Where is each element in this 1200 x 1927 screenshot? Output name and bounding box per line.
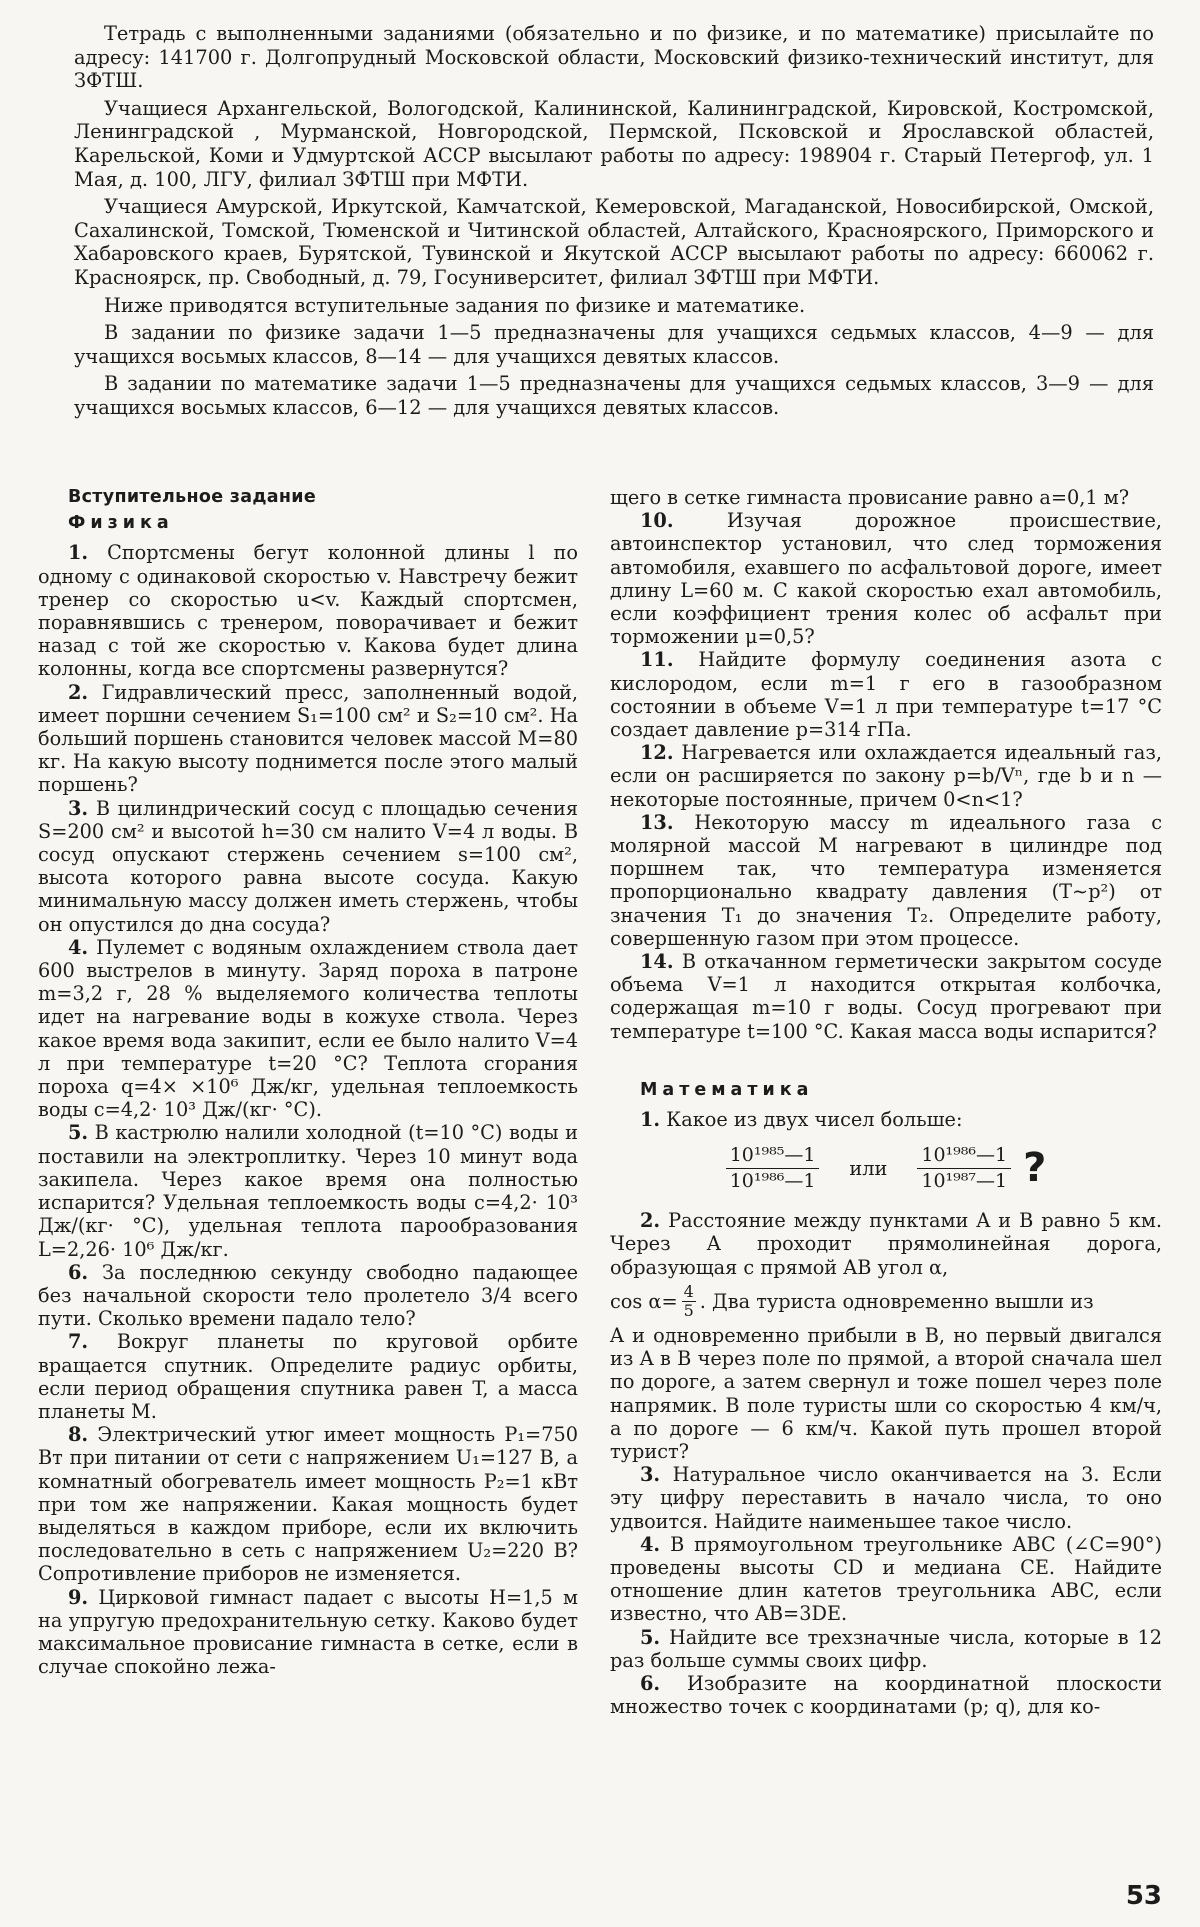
problem-number: 7.	[68, 1330, 89, 1354]
intro-paragraph: Тетрадь с выполненными заданиями (обязательно и по физике, и по математике) присылайте по адресу: 141700 г. Долгопрудный Московской области, Московский физико-технический институт, для ЗФТШ.	[74, 22, 1154, 93]
fraction-comparison	[610, 1137, 1162, 1199]
problem-number: 1.	[68, 541, 89, 565]
problem-number: 9.	[68, 1585, 89, 1609]
physics-problem	[38, 541, 578, 680]
problem-number: 6.	[68, 1260, 89, 1284]
problem-text: В цилиндрический сосуд с площадью сечения S=200 см² и высотой h=30 см налито V=4 л воды. В сосуд опускают стержень сечением s=100 см², высота которого равна высоте сосуда. Какую минимальную массу должен иметь стержень, чтобы он опустился до дна сосуда?	[38, 796, 578, 936]
problem-text: щего в сетке гимнаста провисание равно a=0,1 м?	[610, 486, 1130, 509]
problem-number: 1.	[640, 1108, 661, 1132]
problem-text: Гидравлический пресс, заполненный водой, имеет поршни сечением S₁=100 см² и S₂=10 см². На больший поршень становится человек массой M=80 кг. На какую высоту поднимется после этого малый поршень?	[38, 680, 578, 797]
intro-block	[74, 22, 1154, 424]
problem-text: Пулемет с водяным охлаждением ствола дает 600 выстрелов в минуту. Заряд пороха в патроне m=3,2 г, 28 % выделяемого количества теплоты идет на нагревание воды в кожухе ствола. Через какое время вода закипит, если ее было налито V=4 л при температуре t=20 °C? Теплота сгорания пороха q=4× ×10⁶ Дж/кг, удельная теплоемкость воды c=4,2· 10³ Дж/(кг· °C).	[38, 935, 578, 1122]
page-number: 53	[1125, 1881, 1162, 1911]
physics-problems-left	[38, 541, 578, 1678]
math-problem-5	[610, 1626, 1162, 1672]
problem-number: 14.	[640, 950, 674, 974]
intro-paragraph: В задании по физике задачи 1—5 предназначены для учащихся седьмых классов, 4—9 — для учащихся восьмых классов, 8—14 — для учащихся девятых классов.	[74, 321, 1154, 368]
problem-text: В кастрюлю налили холодной (t=10 °C) воды и поставили на электроплитку. Через 10 минут вода закипела. Через какое время она полностью испарится? Удельная теплоемкость воды c=4,2· 10³ Дж/(кг· °C), удельная теплота парообразования L=2,26· 10⁶ Дж/кг.	[38, 1121, 578, 1261]
physics-problem	[610, 741, 1162, 811]
physics-problem	[610, 648, 1162, 741]
problem-number: 13.	[640, 810, 674, 834]
problem-number: 4.	[68, 935, 89, 959]
problem-text: Расстояние между пунктами A и B равно 5 км. Через A проходит прямолинейная дорога, образующая с прямой AB угол α,	[610, 1209, 1162, 1279]
problem-number: 8.	[68, 1423, 89, 1447]
problem-number: 3.	[68, 796, 89, 820]
physics-problem	[38, 1330, 578, 1423]
problem-number: 2.	[68, 680, 89, 704]
math-title: Математика	[640, 1079, 814, 1100]
or-word: или	[849, 1156, 888, 1180]
section-title: Вступительное задание	[68, 487, 317, 507]
intro-paragraph: Ниже приводятся вступительные задания по физике и математике.	[104, 293, 806, 317]
problem-number: 4.	[640, 1532, 661, 1556]
math-problem-4	[610, 1533, 1162, 1626]
physics-problems-right	[610, 509, 1162, 1043]
math-problem-6	[610, 1672, 1162, 1718]
problem-text: Найдите формулу соединения азота с кислородом, если m=1 г его в газообразном состоянии в объеме V=1 л при температуре t=17 °C создает давление p=314 гПа.	[610, 648, 1162, 742]
problem-number: 5.	[640, 1625, 661, 1649]
problem-number: 2.	[640, 1209, 661, 1233]
problem-text: Нагревается или охлаждается идеальный газ, если он расширяется по закону p=b/Vⁿ, где b и n — некоторые постоянные, причем 0<n<1?	[610, 741, 1162, 811]
problem-number: 5.	[68, 1121, 89, 1145]
physics-problem-continued	[610, 486, 1162, 509]
cos-line	[610, 1283, 1162, 1320]
fraction-1-numerator: 10¹⁹⁸⁵—1	[726, 1144, 820, 1169]
problem-text: Найдите все трехзначные числа, которые в 12 раз больше суммы своих цифр.	[610, 1625, 1162, 1672]
physics-title: Физика	[68, 513, 174, 534]
problem-number: 3.	[640, 1463, 661, 1487]
physics-problem	[38, 681, 578, 797]
problem-text: Изучая дорожное происшествие, автоинспектор установил, что след торможения автомобиля, ехавшего по асфальтовой дороге, имеет длину L=60 м. С какой скоростью ехал автомобиль, если коэффициент трения колес об асфальт при торможении μ=0,5?	[610, 509, 1162, 649]
cos-numerator: 4	[683, 1281, 694, 1301]
problem-text: Некоторую массу m идеального газа с молярной массой M нагревают в цилиндре под поршнем так, что температура изменяется пропорционально квадрату давления (T∼p²) от значения T₁ до значения T₂. Определите работу, совершенную газом при этом процессе.	[610, 810, 1162, 950]
fraction-2-denominator: 10¹⁹⁸⁷—1	[921, 1169, 1008, 1192]
math-problem-1	[610, 1108, 1162, 1131]
problem-text: Вокруг планеты по круговой орбите вращается спутник. Определите радиус орбиты, если период обращения спутника равен T, а масса планеты M.	[38, 1330, 578, 1423]
physics-problem	[38, 1423, 578, 1585]
physics-problem	[38, 797, 578, 936]
fraction-2-numerator: 10¹⁹⁸⁶—1	[917, 1144, 1011, 1169]
problem-text: За последнюю секунду свободно падающее без начальной скорости тело пролетело 3/4 всего пути. Сколько времени падало тело?	[38, 1260, 578, 1331]
problem-number: 6.	[640, 1671, 661, 1695]
physics-problem	[610, 509, 1162, 648]
physics-problem	[610, 811, 1162, 950]
problem-text: Цирковой гимнаст падает с высоты H=1,5 м на упругую предохранительную сетку. Каково будет максимальное провисание гимнаста в сетке, если в случае спокойно лежа-	[38, 1585, 578, 1679]
problem-text: Спортсмены бегут колонной длины l по одному с одинаковой скоростью v. Навстречу бежит тренер со скоростью u<v. Каждый спортсмен, поравнявшись с тренером, поворачивает и бежит назад с той же скоростью v. Какова будет длина колонны, когда все спортсмены развернутся?	[38, 541, 578, 681]
problem-text: В прямоугольном треугольнике ABC (∠C=90°) проведены высоты CD и медиана CE. Найдите отношение длин катетов треугольника ABC, если известно, что AB=3DE.	[610, 1532, 1162, 1626]
problem-number: 12.	[640, 741, 674, 765]
math-problem-2	[610, 1209, 1162, 1279]
physics-problem	[610, 950, 1162, 1043]
problem-number: 10.	[640, 509, 674, 533]
fraction-1	[726, 1144, 820, 1193]
problem-text: Электрический утюг имеет мощность P₁=750 Вт при питании от сети с напряжением U₁=127 В, а комнатный обогреватель имеет мощность P₂=1 кВт при том же напряжении. Какая мощность будет выделяться в каждом приборе, если их включить последовательно в сеть с напряжением U₂=220 В? Сопротивление приборов не изменяется.	[38, 1423, 578, 1586]
question-mark: ?	[1023, 1144, 1047, 1191]
physics-problem	[38, 1121, 578, 1260]
fraction-2	[917, 1144, 1011, 1193]
physics-problem	[38, 1261, 578, 1331]
problem-number: 11.	[640, 648, 674, 672]
math-problem-3	[610, 1463, 1162, 1533]
problem-text: Какое из двух чисел больше:	[666, 1108, 963, 1132]
problem-text: В откачанном герметически закрытом сосуде объема V=1 л находится открытая колбочка, содержащая m=10 г воды. Сосуд прогревают при температуре t=100 °C. Какая масса воды испарится?	[610, 950, 1162, 1043]
left-column	[38, 486, 578, 1678]
physics-problem	[38, 936, 578, 1122]
physics-problem	[38, 1586, 578, 1679]
intro-paragraph: Учащиеся Архангельской, Вологодской, Калининской, Калининградской, Кировской, Костромской, Ленинградской , Мурманской, Новгородской, Пермской, Псковской и Ярославской областей, Карельской, Коми и Удмуртской АССР высылают работы по адресу: 198904 г. Старый Петергоф, ул. 1 Мая, д. 100, ЛГУ, филиал ЗФТШ при МФТИ.	[74, 96, 1154, 191]
problem-text: Изобразите на координатной плоскости множество точек с координатами (p; q), для ко-	[610, 1671, 1162, 1719]
right-column	[610, 486, 1162, 1718]
cos-prefix: cos α=	[610, 1289, 678, 1313]
fraction-1-denominator: 10¹⁹⁸⁶—1	[729, 1169, 816, 1192]
intro-paragraph: Учащиеся Амурской, Иркутской, Камчатской, Кемеровской, Магаданской, Новосибирской, Омской, Сахалинской, Томской, Тюменской и Читинской областей, Алтайского, Красноярского, Приморского и Хабаровского краев, Бурятской, Тувинской и Якутской АССР высылают работы по адресу: 660062 г. Красноярск, пр. Свободный, д. 79, Госуниверситет, филиал ЗФТШ при МФТИ.	[74, 195, 1154, 289]
problem-text: A и одновременно прибыли в B, но первый двигался из A в B через поле по прямой, а второй сначала шел по дороге, а затем свернул и тоже пошел через поле напрямик. В поле туристы шли со скоростью 4 км/ч, а по дороге — 6 км/ч. Какой путь прошел второй турист?	[610, 1323, 1162, 1463]
problem-text: Натуральное число оканчивается на 3. Если эту цифру переставить в начало числа, то оно удвоится. Найдите наименьшее такое число.	[610, 1463, 1162, 1533]
cos-fraction	[682, 1283, 696, 1320]
intro-paragraph: В задании по математике задачи 1—5 предназначены для учащихся седьмых классов, 3—9 — для учащихся восьмых классов, 6—12 — для учащихся девятых классов.	[74, 372, 1154, 419]
problem-text: . Два туриста одновременно вышли из	[699, 1289, 1094, 1313]
cos-denominator: 5	[683, 1300, 694, 1320]
